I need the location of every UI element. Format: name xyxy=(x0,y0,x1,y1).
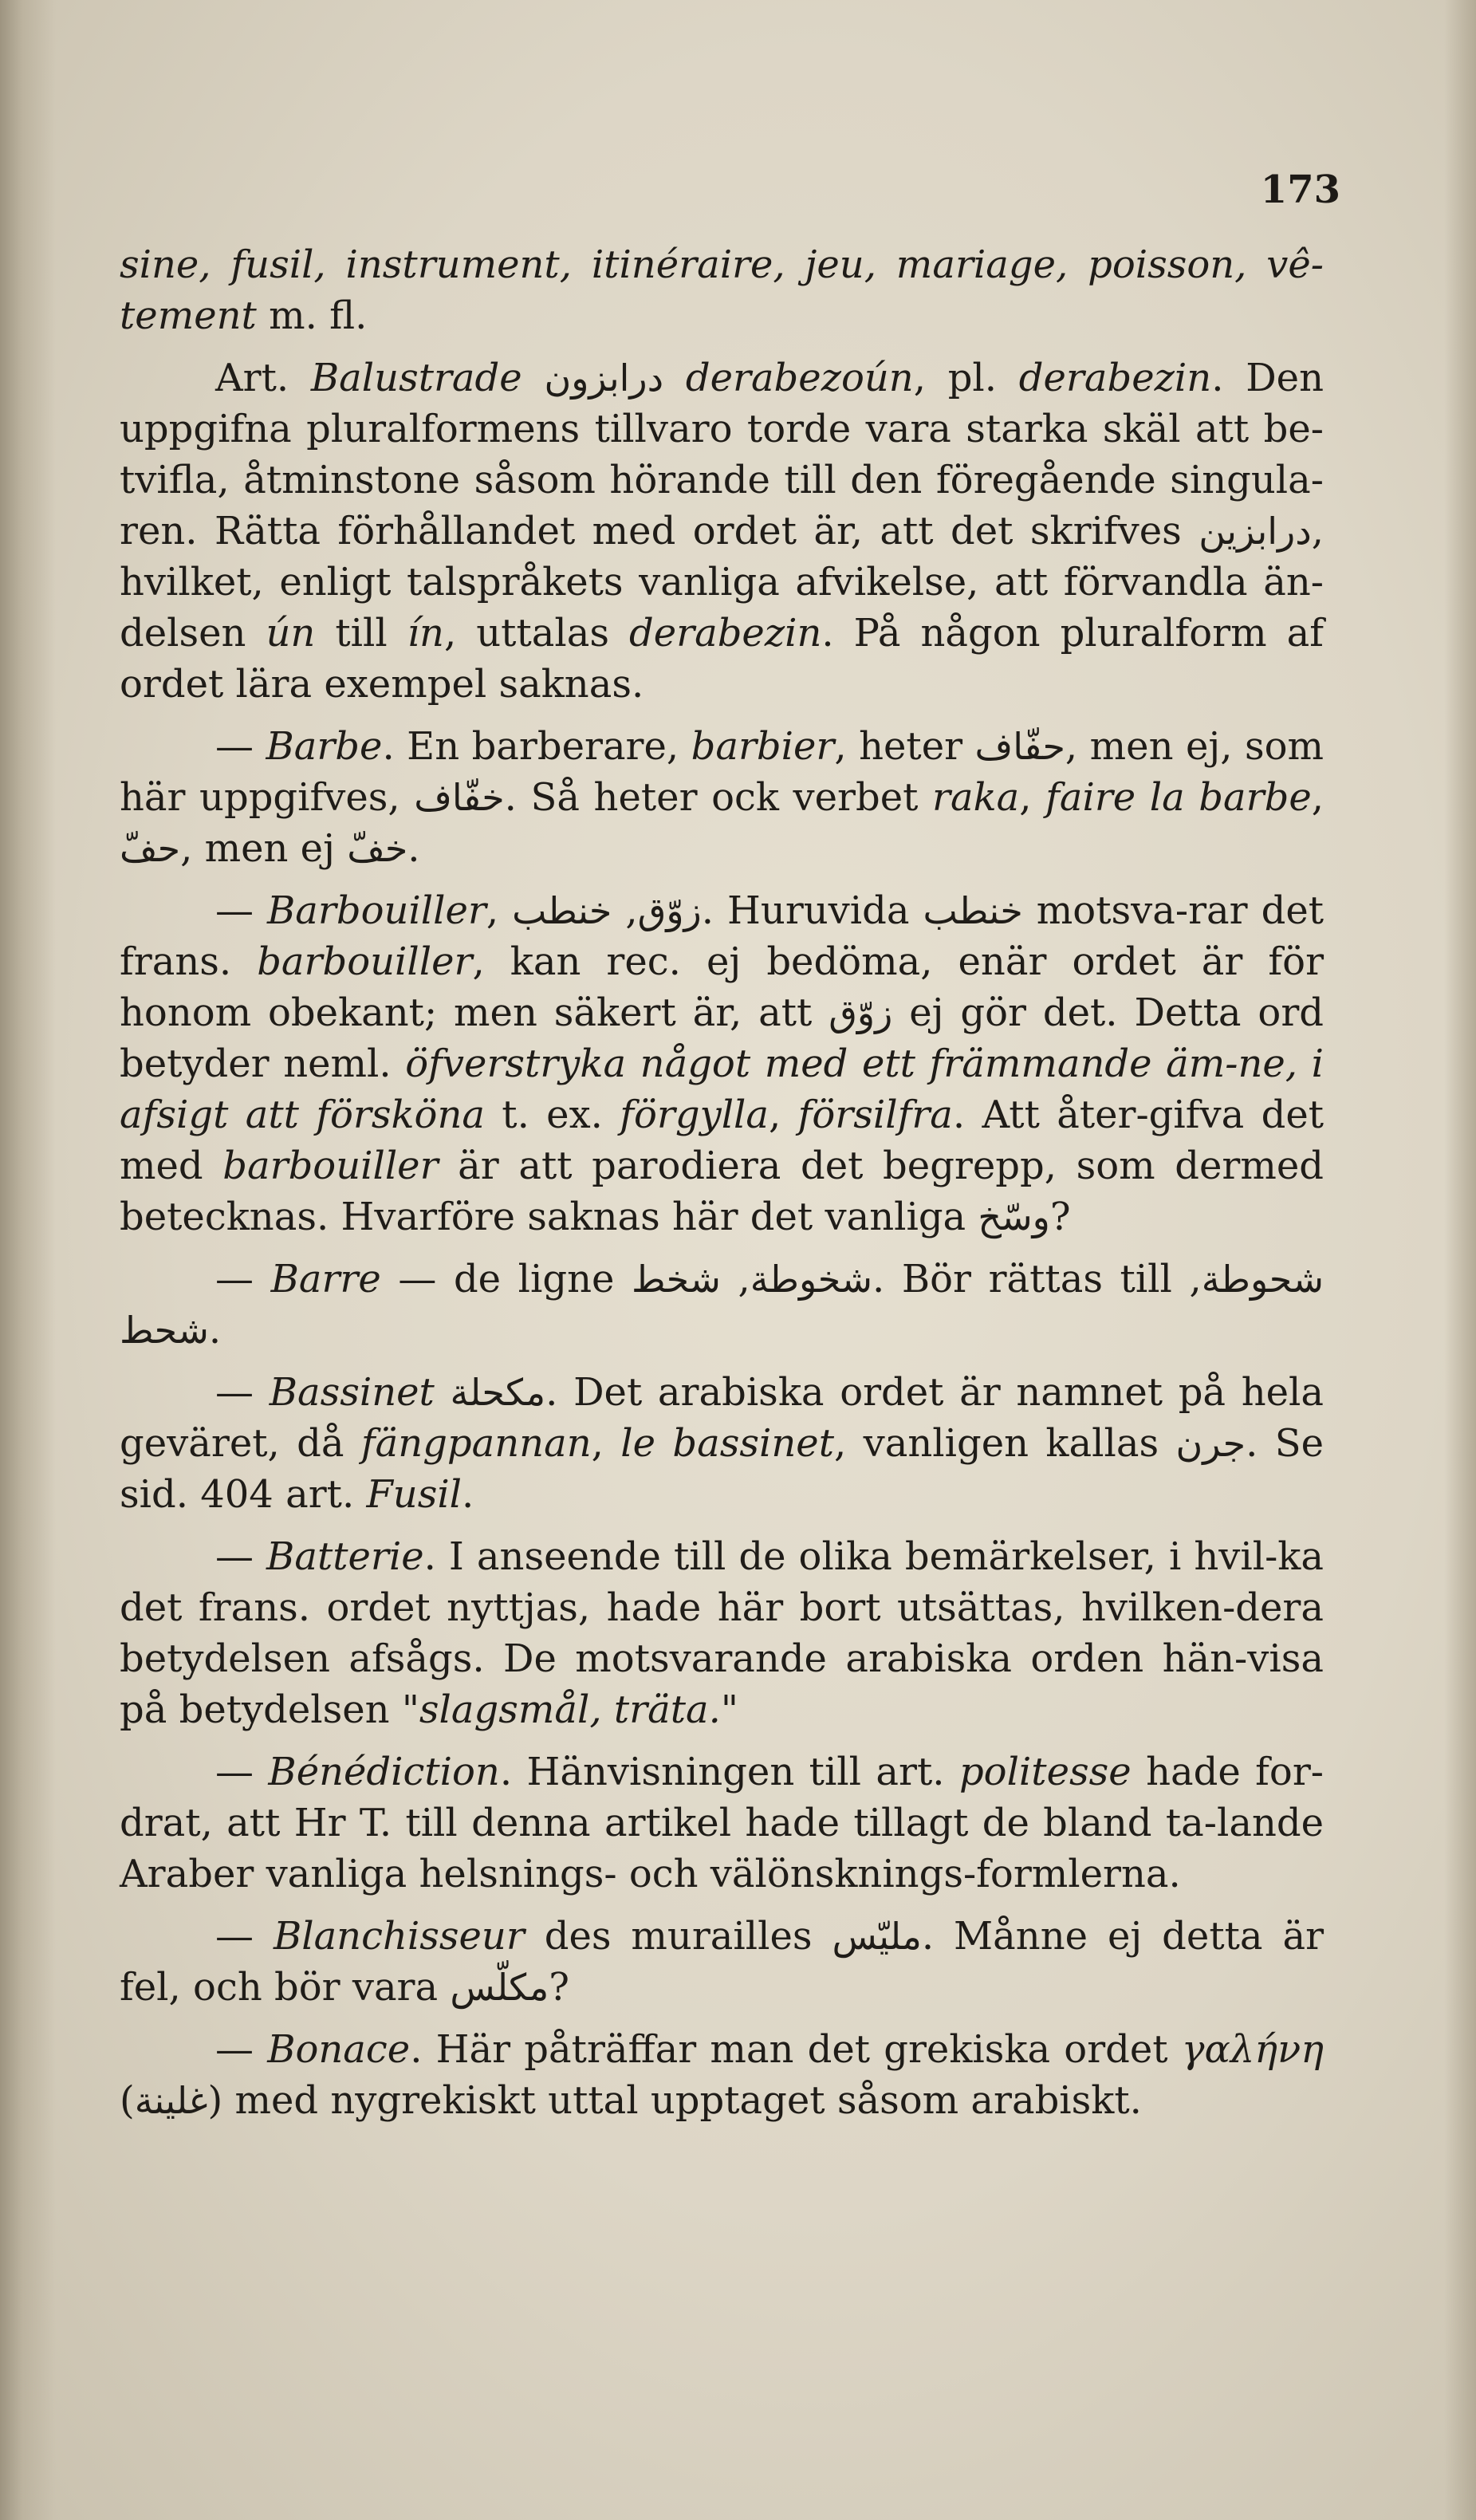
paragraph xyxy=(120,1531,1324,1735)
page-number: 173 xyxy=(1260,167,1340,212)
text-run: — de ligne xyxy=(380,1257,632,1301)
italic-term: Bassinet xyxy=(269,1370,435,1415)
arabic-word: خنطب xyxy=(512,889,612,932)
italic-term: Batterie xyxy=(266,1534,424,1579)
italic-term: derabezin xyxy=(629,611,822,656)
text-run: . Huruvida xyxy=(701,888,923,933)
text-run: . xyxy=(208,1308,222,1353)
italic-term: förgylla xyxy=(620,1093,769,1137)
paragraph xyxy=(120,1367,1324,1520)
arabic-word: غلينة xyxy=(134,2079,208,2122)
text-run: hade for-drat, att Hr T. till denna artikel hade tillagt de bland ta-lande Araber vanliga helsnings- och välönsknings-formlerna. xyxy=(120,1750,1324,1896)
text-run: des murailles xyxy=(524,1914,832,1959)
arabic-word: شحط xyxy=(120,1309,209,1352)
italic-term: ín xyxy=(407,611,444,656)
italic-term: försilfra xyxy=(797,1093,953,1137)
text-run: m. fl. xyxy=(256,293,368,338)
text-run: , kan rec. ej bedöma, enär ordet är för honom obekant; men säkert är, att xyxy=(120,939,1324,1035)
text-run: . Det arabiska ordet är namnet på hela geväret, då xyxy=(120,1370,1324,1466)
italic-term: Bénédiction xyxy=(268,1750,500,1794)
text-run: — xyxy=(215,1370,270,1415)
text-run: — xyxy=(215,1534,267,1579)
text-run: — xyxy=(215,888,268,933)
italic-term: tement xyxy=(120,293,257,338)
italic-term: Barbe xyxy=(266,724,383,769)
paragraph xyxy=(120,1254,1324,1356)
page-spine-shadow xyxy=(0,0,56,2520)
arabic-word: مكلّس xyxy=(450,1966,549,2009)
arabic-word: خفّ xyxy=(347,827,408,870)
text-run: — xyxy=(215,724,266,769)
text-run: , xyxy=(1311,775,1324,820)
text-run: , xyxy=(486,888,513,933)
italic-term: barbouiller xyxy=(257,939,473,984)
arabic-word: شخوطة xyxy=(750,1258,873,1301)
text-run: — xyxy=(215,1750,269,1794)
text-run xyxy=(435,1370,451,1415)
italic-term: faire la barbe xyxy=(1045,775,1312,820)
text-run: , xyxy=(591,1421,621,1466)
arabic-word: زوّق xyxy=(829,991,893,1034)
paragraph xyxy=(120,239,1324,341)
page-body xyxy=(120,239,1324,2137)
arabic-word: وسّخ xyxy=(978,1195,1050,1238)
text-run: . Så heter ock verbet xyxy=(504,775,932,820)
text-run: ) med nygrekiskt uttal upptaget såsom arabiskt. xyxy=(207,2078,1142,2123)
arabic-word: حفّاف xyxy=(974,725,1065,768)
text-run xyxy=(522,356,545,400)
text-run: , xyxy=(769,1093,798,1137)
arabic-word: حفّ xyxy=(120,827,181,870)
arabic-word: خنطب xyxy=(923,889,1023,932)
arabic-word: خفّاف xyxy=(414,776,505,819)
text-run: är att parodiera det begrepp, som dermed betecknas. Hvarföre saknas här det vanliga xyxy=(120,1144,1324,1239)
text-run: , uttalas xyxy=(443,611,629,656)
text-run: , hvilket, enligt talspråkets vanliga afvikelse, att förvandla än-delsen xyxy=(120,509,1324,656)
text-run: , xyxy=(1189,1257,1202,1301)
italic-term: öfverstryka något med ett främmande äm-ne, i afsigt att försköna xyxy=(120,1041,1324,1137)
text-run: — xyxy=(215,1914,274,1959)
text-run: . En barberare, xyxy=(382,724,691,769)
italic-term: ún xyxy=(266,611,316,656)
arabic-word: شخط xyxy=(632,1258,721,1301)
text-run: ? xyxy=(549,1965,570,2010)
text-run: motsva-rar det frans. xyxy=(120,888,1324,984)
text-run: , men ej xyxy=(180,826,348,871)
text-run: — xyxy=(215,1257,271,1301)
italic-term: Bonace xyxy=(267,2027,411,2072)
italic-term: Barre xyxy=(270,1257,381,1301)
text-run: ? xyxy=(1049,1195,1071,1239)
text-run: , xyxy=(720,1257,750,1301)
paragraph xyxy=(120,721,1324,874)
arabic-word: درابزون xyxy=(544,356,664,400)
text-run: Art. xyxy=(215,356,311,400)
page-edge-shadow xyxy=(1444,0,1476,2520)
text-run: . Månne ej detta är fel, och bör vara xyxy=(120,1914,1324,2010)
text-run: , pl. xyxy=(913,356,1019,400)
arabic-word: جرن xyxy=(1175,1422,1246,1465)
paragraph xyxy=(120,885,1324,1242)
text-run: . Här påträffar man det grekiska ordet xyxy=(410,2027,1182,2072)
italic-term: γαλήνη xyxy=(1181,2027,1324,2072)
italic-term: fängpannan xyxy=(360,1421,592,1466)
text-run: . I anseende till de olika bemärkelser, i hvil-ka det frans. ordet nyttjas, hade här bort utsättas, hvilken-dera betydelsen afsågs. De motsvarande arabiska orden hän-visa på betydelsen xyxy=(120,1534,1324,1732)
arabic-word: مكحلة xyxy=(450,1371,546,1414)
text-run xyxy=(663,356,686,400)
italic-term: Barbouiller xyxy=(267,888,486,933)
italic-term: sine, fusil, instrument, itinéraire, jeu, mariage, poisson, vê- xyxy=(120,242,1324,287)
text-run: , xyxy=(612,888,638,933)
text-run: . xyxy=(407,826,420,871)
italic-term: Balustrade xyxy=(310,356,522,400)
italic-term: barbier xyxy=(691,724,835,769)
italic-term: politesse xyxy=(958,1750,1132,1794)
text-run: ( xyxy=(120,2078,135,2123)
text-run: . Den uppgifna pluralformens tillvaro torde vara starka skäl att be-tvifla, åtminstone såsom hörande till den föregående singula-ren. Rätta förhållandet med ordet är, att det skrifves xyxy=(120,356,1324,553)
text-run: . Bör rättas till xyxy=(872,1257,1190,1301)
text-run: — xyxy=(215,2027,268,2072)
text-run: . Hänvisningen till art. xyxy=(499,1750,959,1794)
text-run: . Att åter-gifva det med xyxy=(120,1093,1324,1188)
italic-term: barbouiller xyxy=(222,1144,439,1188)
text-run: , xyxy=(1019,775,1046,820)
arabic-word: درابزين xyxy=(1199,510,1312,553)
arabic-word: زوّق xyxy=(637,889,702,932)
paragraph xyxy=(120,2024,1324,2126)
arabic-word: شحوطة xyxy=(1201,1258,1324,1301)
italic-term: derabezoún xyxy=(685,356,914,400)
italic-term: raka xyxy=(932,775,1020,820)
paragraph xyxy=(120,1911,1324,2013)
text-run: ej gör det. Detta ord betyder neml. xyxy=(120,990,1324,1086)
italic-term: derabezin xyxy=(1018,356,1212,400)
arabic-word: مليّس xyxy=(832,1915,922,1958)
text-run: . xyxy=(462,1472,474,1517)
italic-term: Fusil xyxy=(366,1472,462,1517)
text-run: , men ej, som här uppgifves, xyxy=(120,724,1324,820)
text-run: till xyxy=(315,611,407,656)
paragraph xyxy=(120,1746,1324,1900)
paragraph xyxy=(120,352,1324,710)
text-run: t. ex. xyxy=(484,1093,620,1137)
italic-term: Blanchisseur xyxy=(273,1914,525,1959)
text-run: , heter xyxy=(834,724,975,769)
italic-term: "slagsmål, träta." xyxy=(401,1687,738,1732)
text-run: , vanligen kallas xyxy=(834,1421,1176,1466)
text-run: . Se sid. 404 art. xyxy=(120,1421,1324,1517)
text-run: . På någon pluralform af ordet lära exempel saknas. xyxy=(120,611,1324,707)
italic-term: le bassinet xyxy=(620,1421,834,1466)
